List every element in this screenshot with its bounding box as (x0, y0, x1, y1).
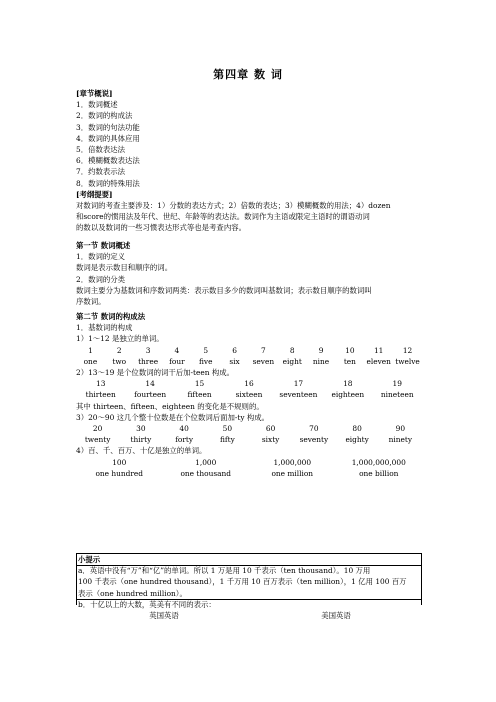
number-cell: 1,000,000 (273, 457, 312, 467)
tip-text: 表示（one hundred million）。 (78, 588, 187, 598)
word-cell: seven (252, 356, 275, 366)
word-cell: one (83, 356, 98, 366)
word-cell: twelve (395, 356, 420, 366)
number-cell: 14 (145, 379, 155, 389)
overview-item: 5．倍数表达法 (76, 145, 126, 155)
number-cell: 90 (395, 424, 406, 434)
tip-heading: 小提示 (78, 555, 101, 564)
paragraph: 4）百、千、百万、十亿是独立的单词。 (76, 446, 207, 456)
number-cell: 12 (402, 345, 413, 355)
column-header: 英国英语 (149, 611, 179, 621)
number-cell: 30 (136, 424, 146, 434)
word-cell: eight (282, 356, 302, 366)
column-header: 美国英语 (321, 611, 351, 621)
number-cell: 4 (174, 345, 180, 355)
number-cell: 3 (145, 345, 151, 355)
word-cell: ten (343, 356, 356, 366)
overview-item: 6．模糊概数表达法 (76, 156, 140, 166)
number-cell: 5 (203, 345, 209, 355)
paragraph: 3）20～90 这几个整十位数是在个位数词后面加-ty 构成。 (76, 412, 270, 422)
word-cell: two (112, 356, 127, 366)
tip-columns (78, 610, 422, 621)
word-cell: eleven (366, 356, 391, 366)
number-cell: 1 (88, 345, 93, 355)
tip-text: b．十亿以上的大数，英美有不同的表示： (78, 599, 216, 609)
tip-content (78, 554, 422, 621)
number-cell: 1,000 (195, 457, 217, 467)
number-cell: 11 (373, 345, 384, 355)
section-heading: 第二节 数词的构成法 (76, 312, 146, 321)
exam-text: 对数词的考查主要涉及：1）分数的表达方式；2）倍数的表达；3）模糊概数的用法；4）dozen (76, 201, 391, 211)
overview-item: 7．约数表示法 (76, 167, 126, 177)
number-cell: 10 (345, 345, 355, 355)
exam-text: 和score的惯用法及年代、世纪、年龄等的表达法。数词作为主语或限定主语时的谓语动词 (76, 212, 370, 222)
word-cell: fifty (219, 435, 235, 445)
number-cell: 2 (116, 345, 122, 355)
word-cell: twenty (84, 435, 111, 445)
overview-item: 4．数词的具体应用 (76, 133, 140, 143)
word-cell: sixty (261, 435, 280, 445)
number-cell: 17 (293, 379, 304, 389)
tip-text: 100 千表示（one hundred thousand），1 千万用 10 百万表示（ten million），1 亿用 100 百万 (78, 577, 407, 587)
number-cell: 9 (318, 345, 324, 355)
word-cell: three (138, 356, 159, 366)
word-cell: six (229, 356, 240, 366)
words-row (76, 434, 422, 445)
chapter-overview (76, 88, 422, 234)
word-cell: nineteen (380, 390, 414, 400)
words-row (76, 389, 422, 400)
number-cell: 80 (352, 424, 362, 434)
numbers-row (76, 378, 422, 389)
numbers-row (76, 345, 422, 356)
numbers-row (76, 423, 422, 434)
paragraph: 数词是表示数目和顺序的词。 (76, 263, 173, 273)
word-cell: one thousand (180, 468, 232, 478)
number-cell: 60 (265, 424, 276, 434)
section-heading: 第一节 数词概述 (76, 241, 131, 250)
word-cell: one billion (359, 468, 399, 478)
number-cell: 15 (194, 379, 205, 389)
paragraph: 2）13～19 是个位数词的词干后加-teen 构成。 (76, 368, 235, 378)
subheading: 2．数词的分类 (76, 274, 126, 284)
words-row (76, 356, 422, 367)
word-cell: one hundred (95, 468, 144, 478)
word-cell: five (198, 356, 213, 366)
paragraph: 其中 thirteen、fifteen、eighteen 的变化是不规则的。 (76, 401, 264, 411)
number-cell: 50 (222, 424, 233, 434)
word-cell: seventeen (279, 390, 318, 400)
overview-item: 8．数词的特殊用法 (76, 178, 140, 188)
word-cell: sixteen (235, 390, 263, 400)
word-cell: eighteen (331, 390, 365, 400)
word-cell: nine (312, 356, 330, 366)
overview-item: 2．数词的构成法 (76, 111, 133, 121)
number-cell: 6 (232, 345, 237, 355)
paragraph: 序数词。 (76, 297, 106, 307)
exam-text: 的数以及数词的一些习惯表达形式等也是考查内容。 (76, 223, 246, 233)
number-cell: 13 (96, 379, 106, 389)
word-cell: thirteen (85, 390, 116, 400)
section-2 (76, 311, 422, 479)
word-cell: eighty (345, 435, 369, 445)
number-cell: 100 (112, 457, 127, 467)
numbers-row (76, 457, 422, 468)
number-cell: 19 (392, 379, 402, 389)
word-cell: seventy (299, 435, 329, 445)
chapter-title: 第四章 数 词 (213, 68, 283, 81)
number-cell: 18 (343, 379, 353, 389)
words-row (76, 468, 422, 479)
number-cell: 7 (261, 345, 266, 355)
number-cell: 1,000,000,000 (351, 457, 406, 467)
word-cell: forty (175, 435, 194, 445)
word-cell: ninety (388, 435, 413, 445)
number-cell: 40 (179, 424, 189, 434)
subheading: 1．基数词的构成 (76, 323, 133, 333)
word-cell: four (169, 356, 185, 366)
exam-heading: [考纲提要] (76, 189, 113, 199)
subheading: 1．数词的定义 (76, 252, 126, 262)
tip-text: a．英语中没有“万”和“亿”的单词。所以 1 万是用 10 千表示（ten thousand）。10 万用 (78, 566, 371, 576)
number-cell: 8 (289, 345, 295, 355)
number-cell: 16 (244, 379, 254, 389)
paragraph: 数词主要分为基数词和序数词两类：表示数目多少的数词叫基数词；表示数目顺序的数词叫 (76, 285, 372, 295)
section-1 (76, 240, 422, 307)
word-cell: fifteen (187, 390, 212, 400)
word-cell: one million (271, 468, 314, 478)
word-cell: thirty (130, 435, 152, 445)
overview-heading: [章节概说] (76, 89, 113, 98)
overview-item: 1．数词概述 (76, 100, 118, 110)
number-cell: 70 (309, 424, 319, 434)
number-cell: 20 (92, 424, 103, 434)
word-cell: fourteen (134, 390, 167, 400)
paragraph: 1）1～12 是独立的单词。 (76, 334, 164, 344)
overview-item: 3．数词的句法功能 (76, 122, 140, 132)
